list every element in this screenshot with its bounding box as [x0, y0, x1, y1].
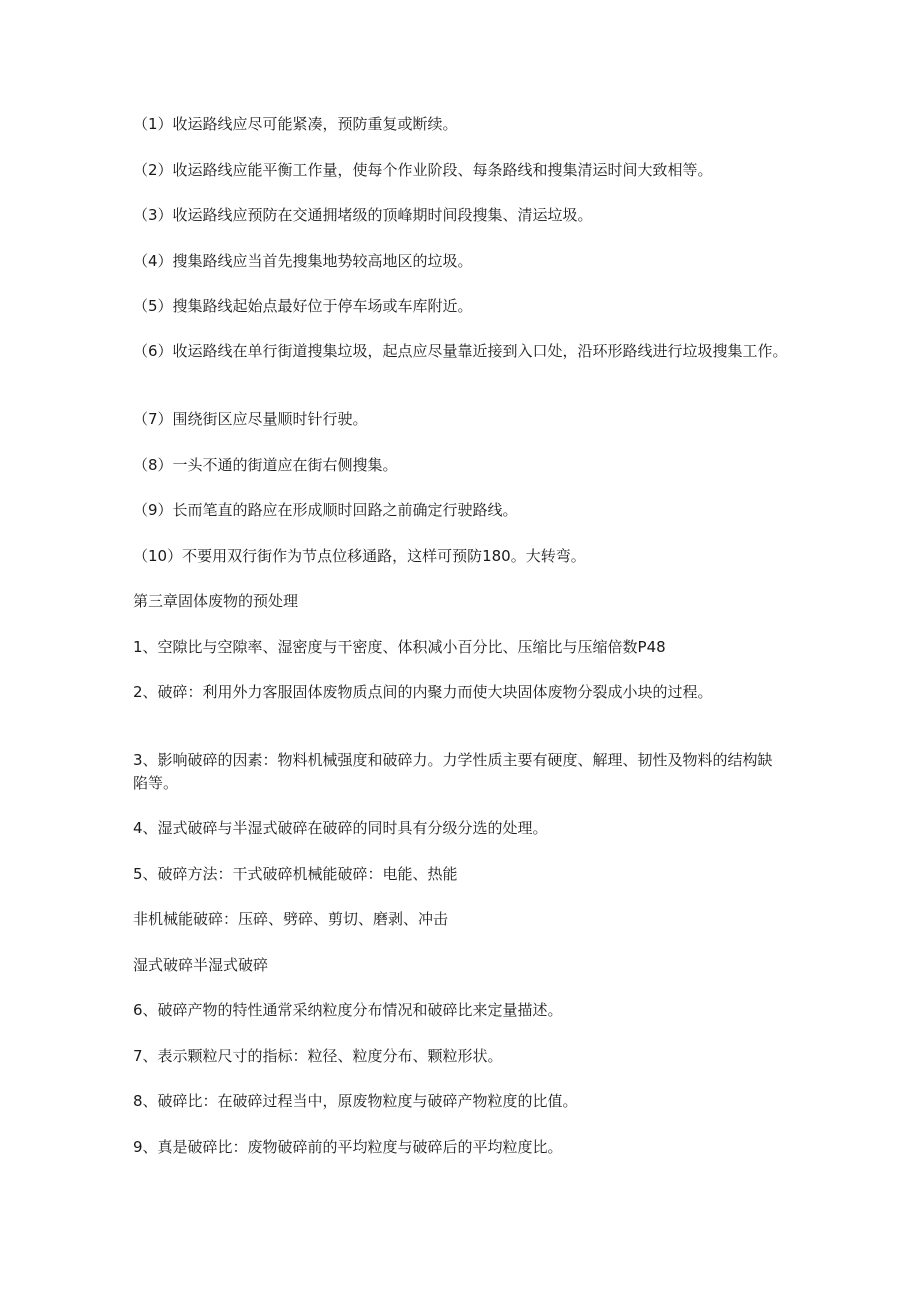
paragraph-5: （5）搜集路线起始点最好位于停车场或车库附近。: [133, 297, 473, 315]
paragraph-2: （2）收运路线应能平衡工作量，使每个作业阶段、每条路线和搜集清运时间大致相等。: [133, 161, 713, 179]
paragraph-9: （9）长而笔直的路应在形成顺时回路之前确定行驶路线。: [133, 501, 518, 519]
paragraph-4: （4）搜集路线应当首先搜集地势较高地区的垃圾。: [133, 252, 473, 270]
paragraph-1: （1）收运路线应尽可能紧凑，预防重复或断续。: [133, 115, 458, 133]
item-7: 7、表示颗粒尺寸的指标：粒径、粒度分布、颗粒形状。: [133, 1047, 503, 1065]
paragraph-6: （6）收运路线在单行街道搜集垃圾，起点应尽量靠近接到入口处，沿环形路线进行垃圾搜集工作。: [133, 342, 788, 360]
item-5: 5、破碎方法：干式破碎机械能破碎：电能、热能: [133, 865, 458, 883]
item-1: 1、空隙比与空隙率、湿密度与干密度、体积减小百分比、压缩比与压缩倍数P48: [133, 638, 666, 656]
chapter-heading: 第三章固体废物的预处理: [133, 592, 299, 610]
item-8: 8、破碎比：在破碎过程当中，原废物粒度与破碎产物粒度的比值。: [133, 1092, 578, 1110]
item-3: 3、影响破碎的因素：物料机械强度和破碎力。力学性质主要有硬度、解理、韧性及物料的结构缺陷等。: [133, 751, 773, 792]
item-5-continued: 非机械能破碎：压碎、劈碎、剪切、磨剥、冲击: [133, 910, 449, 928]
item-6: 6、破碎产物的特性通常采纳粒度分布情况和破碎比来定量描述。: [133, 1001, 563, 1019]
item-4: 4、湿式破碎与半湿式破碎在破碎的同时具有分级分选的处理。: [133, 819, 548, 837]
paragraph-7: （7）围绕街区应尽量顺时针行驶。: [133, 410, 368, 428]
item-5-wet: 湿式破碎半湿式破碎: [133, 956, 269, 974]
paragraph-8: （8）一头不通的街道应在街右侧搜集。: [133, 456, 398, 474]
paragraph-3: （3）收运路线应预防在交通拥堵级的顶峰期时间段搜集、清运垃圾。: [133, 206, 593, 224]
item-9: 9、真是破碎比：废物破碎前的平均粒度与破碎后的平均粒度比。: [133, 1138, 563, 1156]
paragraph-10: （10）不要用双行街作为节点位移通路，这样可预防180。大转弯。: [133, 547, 586, 565]
item-2: 2、破碎：利用外力客服固体废物质点间的内聚力而使大块固体废物分裂成小块的过程。: [133, 683, 713, 701]
